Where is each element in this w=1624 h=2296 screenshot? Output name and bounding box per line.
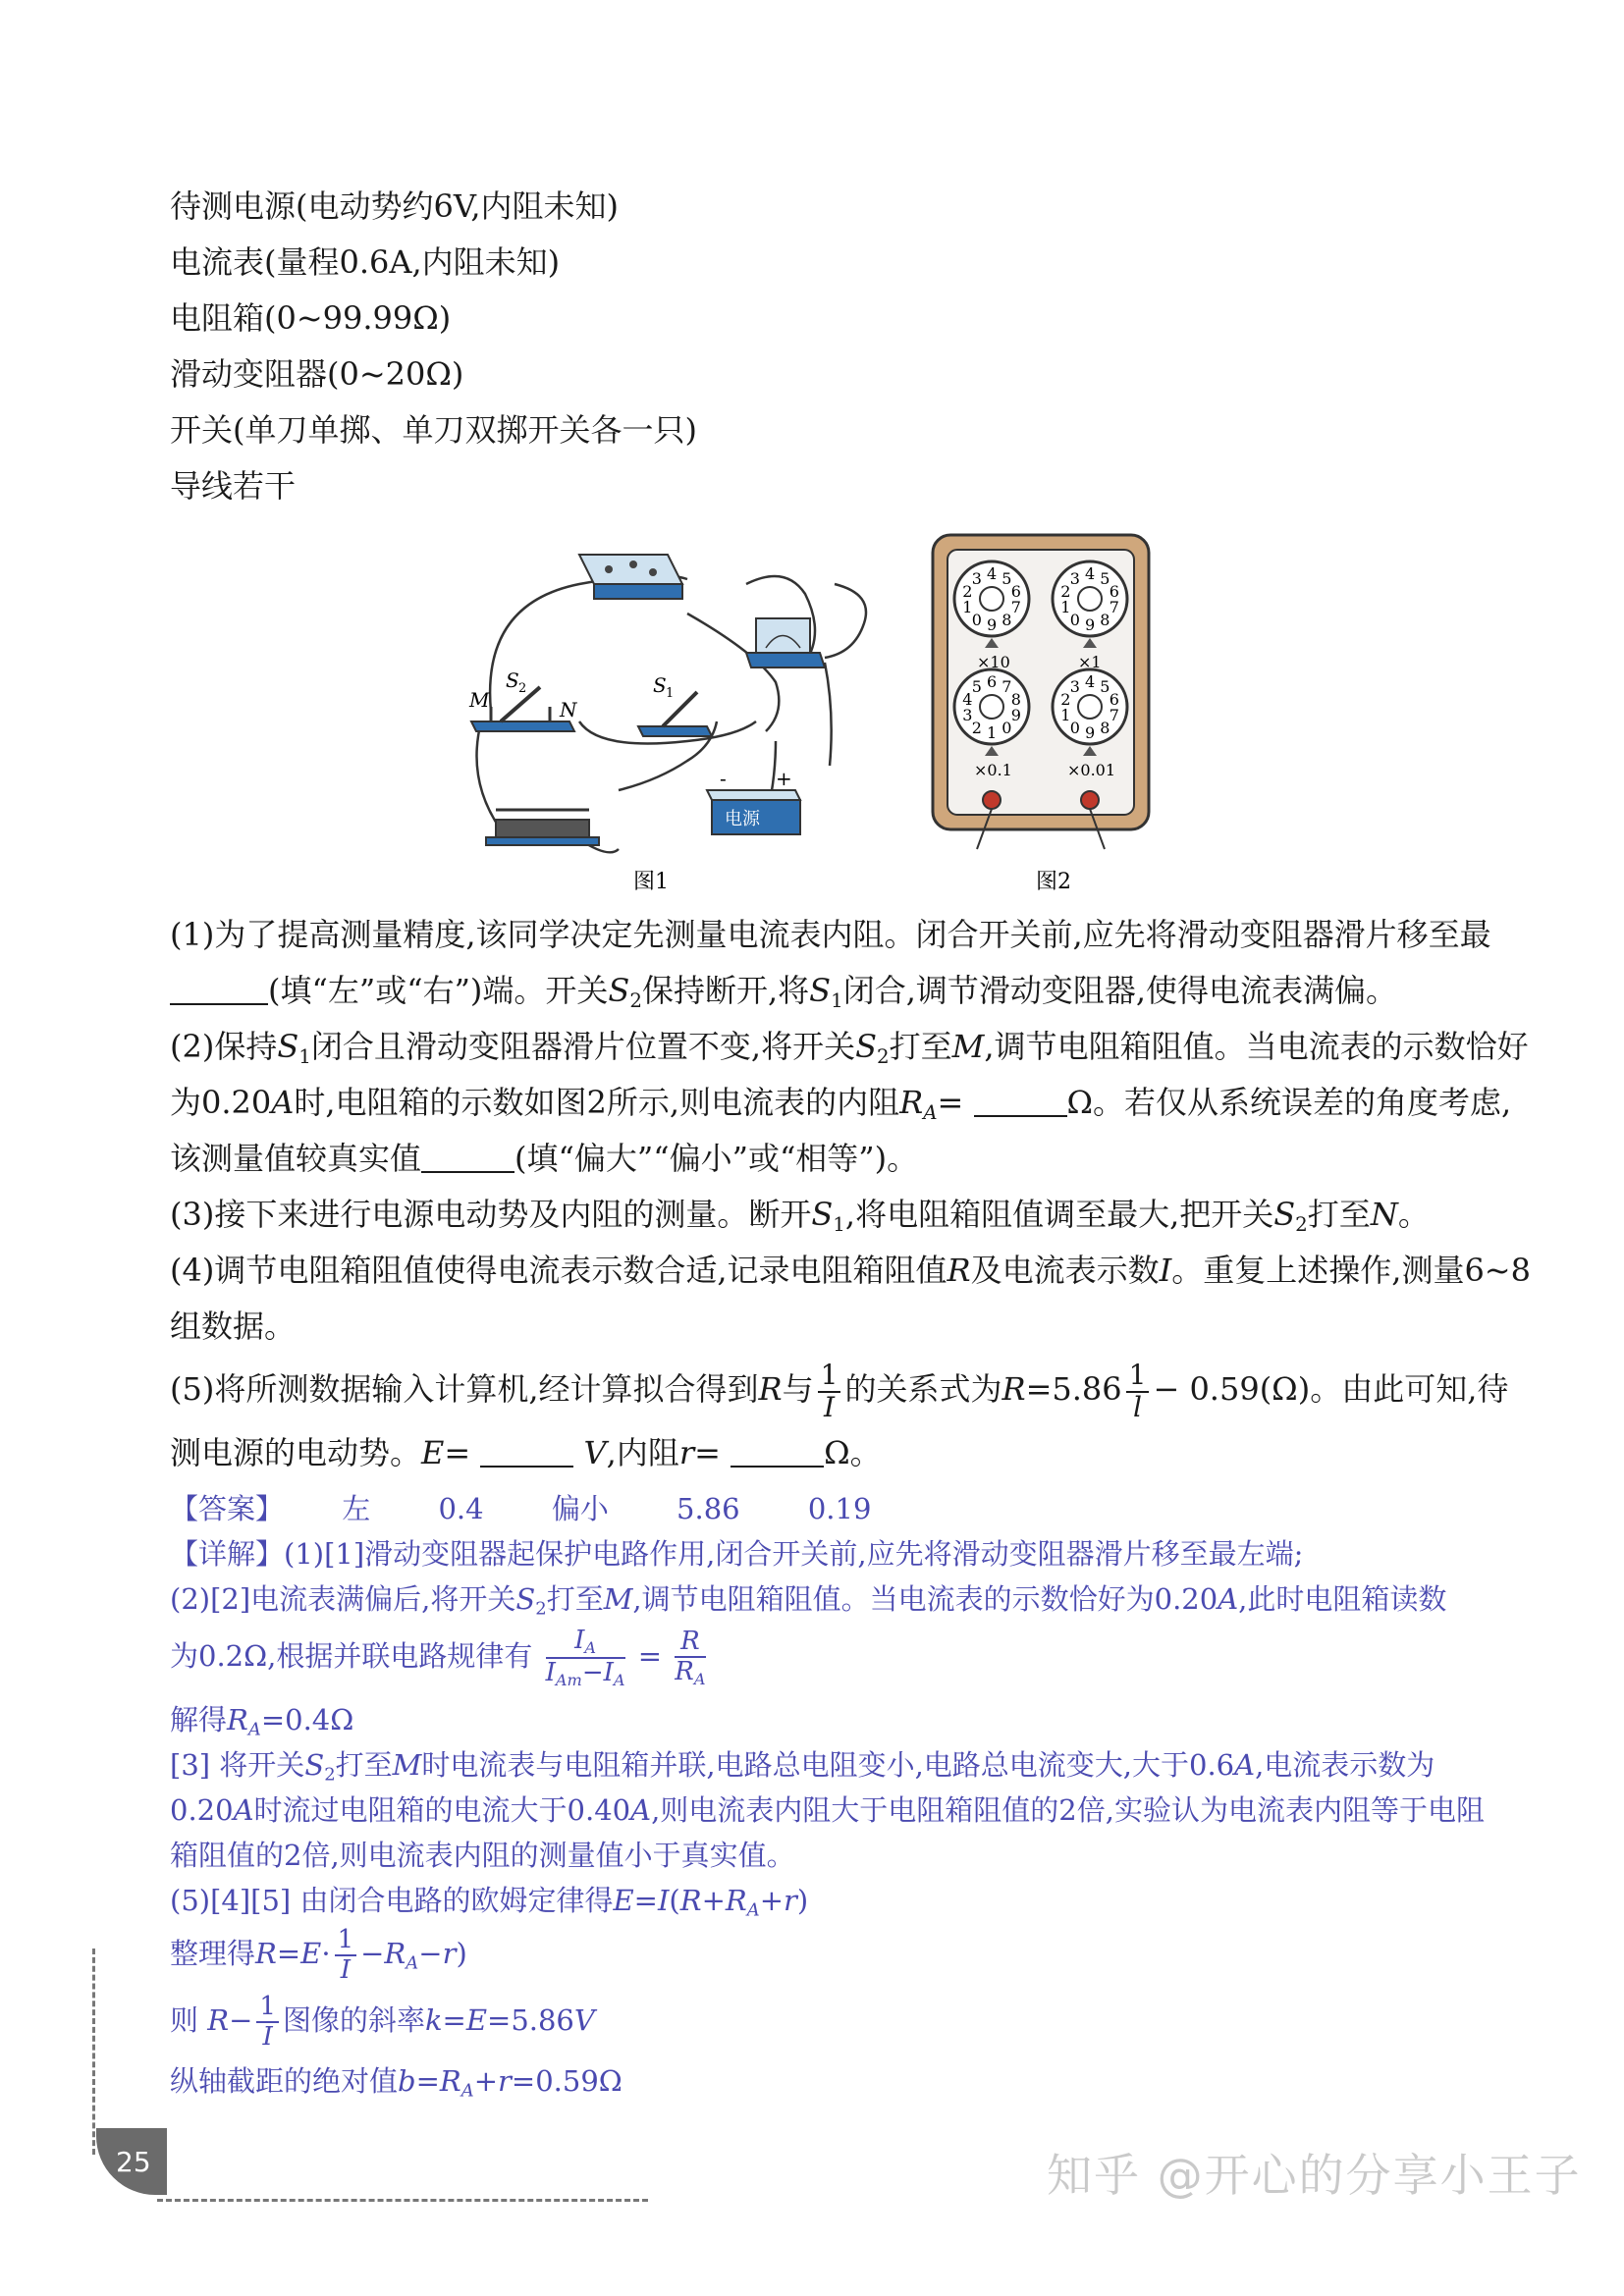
text: 。 [1397, 1196, 1430, 1233]
dial-digit: 3 [962, 706, 973, 725]
label-s1-sub: 1 [666, 686, 675, 701]
text: 图像的斜率 [282, 2003, 425, 2037]
text: 时流过电阻箱的电流大于0.40 [253, 1793, 631, 1827]
dial-digit: 5 [1100, 568, 1110, 588]
margin-dashed-line [92, 1949, 95, 2155]
text: + [701, 1884, 726, 1917]
var: R [439, 2064, 461, 2098]
text: 打至 [1307, 1196, 1371, 1233]
figure-area [461, 525, 1168, 898]
label-n: N [560, 698, 577, 721]
text: =5.86 [1025, 1370, 1122, 1408]
num: 1 [818, 1361, 841, 1393]
dial-digit: 7 [1010, 598, 1021, 617]
text: =5.86 [487, 2003, 574, 2037]
dial-digit: 2 [1060, 581, 1071, 601]
dial-digit: 3 [1069, 568, 1080, 588]
var: R [675, 1657, 694, 1687]
question-4-line-1 [170, 1251, 1531, 1290]
answer-line [170, 1489, 871, 1528]
sub: 2 [629, 988, 642, 1012]
figure2-caption: 图2 [1036, 870, 1071, 894]
dial-digit: 6 [1109, 689, 1119, 709]
question-1-line-1: (1)为了提高测量精度,该同学决定先测量电流表内阻。闭合开关前,应先将滑动变阻器滑片移至最 [170, 916, 1491, 953]
var: M [951, 1028, 985, 1065]
text: 则 [170, 2003, 199, 2037]
text: 与 [782, 1370, 814, 1408]
material-item: 开关(单刀单掷、单刀双掷开关各一只) [170, 411, 697, 449]
text: 。重复上述操作,测量6~8 [1171, 1252, 1531, 1289]
var: R [384, 1937, 406, 1970]
plus-label: + [776, 767, 792, 790]
label-s2: S [506, 668, 519, 692]
answer-blank[interactable] [974, 1088, 1067, 1117]
var: I [574, 1626, 585, 1656]
var: b [398, 2064, 416, 2098]
text: ,内阻 [606, 1434, 679, 1471]
var: E [421, 1434, 445, 1471]
text: 纵轴截距的绝对值 [170, 2064, 399, 2098]
circuit-figure-1 [461, 525, 1168, 898]
sub: A [923, 1100, 938, 1124]
fraction [1126, 1358, 1150, 1423]
dial-digit: 8 [1100, 719, 1110, 738]
var: E [300, 1937, 322, 1970]
var: R [679, 1884, 702, 1917]
sub: 1 [833, 1212, 845, 1236]
fraction [675, 1628, 705, 1687]
sub: A [406, 1952, 419, 1974]
dial-digit: 9 [1010, 706, 1021, 725]
text: 闭合且滑动变阻器滑片位置不变,将开关 [310, 1028, 856, 1065]
text: ,则电流表内阻大于电阻箱阻值的2倍,实验认为电流表内阻等于电阻 [651, 1793, 1485, 1827]
num: 1 [335, 1926, 357, 1956]
var: S [1273, 1196, 1296, 1233]
fraction [546, 1627, 625, 1688]
var: I [1159, 1252, 1172, 1289]
text: 0.20 [170, 1793, 234, 1827]
question-5-line-1 [170, 1358, 1509, 1423]
minus-label: - [720, 767, 727, 790]
text: [3] 将开关 [170, 1748, 305, 1782]
text: ) [456, 1937, 467, 1970]
den: I [340, 1955, 351, 1985]
text: (3)接下来进行电源电动势及内阻的测量。断开 [170, 1196, 812, 1233]
text: 闭合,调节滑动变阻器,使得电流表满偏。 [842, 972, 1398, 1009]
explanation-line [170, 1924, 467, 1983]
text: 及电流表示数 [970, 1252, 1160, 1289]
text: = [442, 2003, 466, 2037]
answer-blank[interactable] [480, 1438, 573, 1468]
dial-digit: 8 [1001, 611, 1012, 630]
var: k [424, 2003, 443, 2037]
resistance-box-figure-2 [933, 535, 1149, 849]
text: (5)将所测数据输入计算机,经计算拟合得到 [170, 1370, 759, 1408]
text: − [418, 1937, 443, 1970]
dial-multiplier: ×10 [977, 653, 1010, 671]
answer-blank[interactable] [170, 976, 268, 1005]
var: S [855, 1028, 877, 1065]
answer-label: 【答案】 [170, 1492, 285, 1525]
dial-digit: 7 [1109, 706, 1119, 725]
answer-value: 偏小 [551, 1492, 609, 1525]
text: = [276, 1937, 301, 1970]
label-s1: S [653, 673, 667, 697]
sub: A [584, 1638, 597, 1658]
var: A [1234, 1748, 1256, 1782]
dial-digit: 5 [1001, 568, 1012, 588]
question-3 [170, 1195, 1430, 1245]
dial-digit: 6 [1010, 581, 1021, 601]
dial-multiplier: ×1 [1078, 653, 1102, 671]
label-m: M [469, 688, 490, 712]
text: + [759, 1884, 785, 1917]
dial-digit: 2 [1060, 689, 1071, 709]
text: ,电流表示数为 [1255, 1748, 1435, 1782]
dial-digit: 0 [971, 611, 982, 630]
var: M [392, 1748, 422, 1782]
dial-digit: 4 [987, 564, 998, 583]
sub: 2 [535, 1598, 547, 1620]
sub: Am [555, 1670, 582, 1689]
var: I [545, 1658, 556, 1687]
text: (填“偏大”“偏小”或“相等”)。 [514, 1140, 919, 1177]
var: r [784, 1884, 797, 1917]
sub: A [693, 1669, 706, 1688]
var: r [498, 2064, 512, 2098]
dial-digit: 9 [987, 615, 998, 634]
label-s2-sub: 2 [518, 681, 527, 696]
var: M [603, 1582, 633, 1616]
text: = [937, 1084, 964, 1121]
material-item: 电阻箱(0~99.99Ω) [170, 299, 452, 337]
figure1-caption: 图1 [633, 870, 669, 894]
var: R [227, 1703, 248, 1736]
explanation-line [170, 1700, 353, 1749]
text: (4)调节电阻箱阻值使得电流表示数合适,记录电阻箱阻值 [170, 1252, 947, 1289]
dial-digit: 8 [1010, 689, 1021, 709]
text: = [444, 1434, 471, 1471]
text: − [360, 1937, 385, 1970]
sub: 2 [877, 1044, 890, 1068]
var: S [304, 1748, 325, 1782]
explanation-line [170, 1745, 1435, 1794]
sub: A [613, 1670, 625, 1689]
dial-digit: 3 [971, 568, 982, 588]
var: A [271, 1084, 295, 1121]
var: A [233, 1793, 254, 1827]
fraction [256, 1993, 279, 2051]
material-item: 电流表(量程0.6A,内阻未知) [170, 243, 561, 281]
question-1-line-2 [170, 971, 1397, 1021]
watermark: 知乎 @开心的分享小王子 [1047, 2149, 1582, 2202]
explanation-line [170, 1622, 710, 1690]
dial-digit: 9 [1085, 723, 1096, 742]
text: 时电流表与电阻箱并联,电路总电阻变小,电路总电流变大,大于0.6 [421, 1748, 1235, 1782]
dial-digit: 1 [987, 723, 998, 742]
text: Ω。若仅从系统误差的角度考虑, [1066, 1084, 1512, 1121]
answer-value: 0.19 [807, 1492, 872, 1525]
dial-digit: 1 [1060, 706, 1071, 725]
sub: A [247, 1719, 261, 1740]
text: 打至 [546, 1582, 604, 1616]
var: R [1001, 1370, 1026, 1408]
var: r [678, 1434, 695, 1471]
text: = [633, 1884, 658, 1917]
text: ,调节电阻箱阻值。当电流表的示数恰好 [984, 1028, 1529, 1065]
num: 1 [1126, 1361, 1150, 1393]
text: · [321, 1937, 331, 1970]
text: =0.59Ω [511, 2064, 623, 2098]
text: Ω。 [824, 1434, 882, 1471]
num: 1 [256, 1993, 279, 2023]
question-5-line-2 [170, 1433, 882, 1472]
text: = [415, 2064, 440, 2098]
sub: 1 [298, 1044, 311, 1068]
dial-digit: 5 [1100, 676, 1110, 696]
question-2-line-1 [170, 1027, 1529, 1077]
dial-digit: 4 [1085, 564, 1096, 583]
explanation-line: 箱阻值的2倍,则电流表内阻的测量值小于真实值。 [170, 1839, 795, 1872]
fraction [335, 1926, 357, 1984]
text: 该测量值较真实值 [170, 1140, 422, 1177]
var: S [811, 1196, 834, 1233]
question-4-line-2: 组数据。 [170, 1308, 297, 1345]
dial-multiplier: ×0.1 [974, 761, 1012, 779]
text: 时,电阻箱的示数如图2所示,则电流表的内阻 [294, 1084, 900, 1121]
var: I [603, 1658, 614, 1687]
text: (5)[4][5] 由闭合电路的欧姆定律得 [170, 1884, 614, 1917]
dial-digit: 7 [1109, 598, 1119, 617]
answer-value: 5.86 [677, 1492, 740, 1525]
answer-blank[interactable] [421, 1144, 514, 1173]
num: R [675, 1628, 705, 1658]
text: ,此时电阻箱读数 [1238, 1582, 1447, 1616]
den: l [1133, 1390, 1143, 1423]
var: I [657, 1884, 670, 1917]
var: R [899, 1084, 924, 1121]
dial-digit: 7 [1001, 676, 1012, 696]
den: I [262, 2022, 273, 2052]
question-2-line-3 [170, 1139, 918, 1178]
text: (2)保持 [170, 1028, 278, 1065]
var: A [630, 1793, 652, 1827]
text: = [637, 1639, 663, 1673]
text: 打至 [335, 1748, 393, 1782]
dial-multiplier: ×0.01 [1067, 761, 1116, 779]
text: ,将电阻箱阻值调至最大,把开关 [844, 1196, 1274, 1233]
text: 为0.2Ω,根据并联电路规律有 [170, 1639, 533, 1673]
text: ) [796, 1884, 809, 1917]
explanation-line [170, 1790, 1485, 1830]
var: R [758, 1370, 783, 1408]
text: 为0.20 [170, 1084, 272, 1121]
answer-value: 左 [342, 1492, 371, 1525]
question-2-line-2 [170, 1083, 1511, 1133]
text: ,调节电阻箱阻值。当电流表的示数恰好为0.20 [632, 1582, 1218, 1616]
var: A [1218, 1582, 1239, 1616]
sub: 1 [831, 988, 843, 1012]
dial-digit: 0 [1069, 611, 1080, 630]
var: S [515, 1582, 536, 1616]
text: 的关系式为 [844, 1370, 1002, 1408]
dial-digit: 4 [1085, 672, 1096, 691]
page-number: 25 [116, 2146, 151, 2178]
var: V [583, 1434, 607, 1471]
explanation-line: 【详解】(1)[1]滑动变阻器起保护电路作用,闭合开关前,应先将滑动变阻器滑片移至最左端; [170, 1537, 1304, 1571]
var: R [947, 1252, 971, 1289]
text: − 0.59(Ω)。由此可知,待 [1153, 1370, 1509, 1408]
explanation-line [170, 1881, 808, 1930]
text: = [694, 1434, 721, 1471]
fraction [818, 1358, 841, 1423]
var: S [277, 1028, 299, 1065]
den: I [824, 1390, 836, 1423]
answer-blank[interactable] [731, 1438, 824, 1468]
sub: 2 [324, 1764, 336, 1786]
text: (2)[2]电流表满偏后,将开关 [170, 1582, 516, 1616]
answer-value: 0.4 [438, 1492, 484, 1525]
explanation-line [170, 2061, 623, 2110]
sub: A [746, 1899, 760, 1921]
dial-digit: 3 [1069, 676, 1080, 696]
dial-digit: 5 [971, 676, 982, 696]
sub: A [460, 2080, 474, 2102]
text: 整理得 [170, 1937, 256, 1970]
material-item: 待测电源(电动势约6V,内阻未知) [170, 187, 620, 225]
var: V [573, 2003, 595, 2037]
text: − [229, 2003, 253, 2037]
dial-digit: 2 [962, 581, 973, 601]
text: + [473, 2064, 499, 2098]
dial-digit: 9 [1085, 615, 1096, 634]
dial-digit: 1 [962, 598, 973, 617]
var: R [255, 1937, 277, 1970]
var: S [608, 972, 630, 1009]
material-item: 导线若干 [170, 467, 297, 505]
var: E [465, 2003, 488, 2037]
text: 打至 [889, 1028, 952, 1065]
dial-digit: 6 [987, 672, 998, 691]
power-label: 电源 [725, 809, 760, 828]
var: S [809, 972, 832, 1009]
dial-digit: 6 [1109, 581, 1119, 601]
explanation-line [170, 1991, 595, 2050]
dial-digit: 2 [971, 719, 982, 738]
var: R [725, 1884, 747, 1917]
text: ( [669, 1884, 680, 1917]
var: E [613, 1884, 634, 1917]
text: 保持断开,将 [641, 972, 810, 1009]
dial-digit: 0 [1001, 719, 1012, 738]
dial-digit: 1 [1060, 598, 1071, 617]
material-item: 滑动变阻器(0~20Ω) [170, 355, 464, 393]
footer-dashed-line [157, 2199, 648, 2202]
text: (填“左”或“右”)端。开关 [268, 972, 609, 1009]
dial-digit: 0 [1069, 719, 1080, 738]
text: − [581, 1658, 604, 1687]
dial-digit: 8 [1100, 611, 1110, 630]
text: 测电源的电动势。 [170, 1434, 422, 1471]
text: 解得 [170, 1703, 228, 1736]
var: r [442, 1937, 457, 1970]
sub: 2 [1295, 1212, 1308, 1236]
var: N [1370, 1196, 1398, 1233]
var: R [207, 2003, 230, 2037]
text: =0.4Ω [260, 1703, 354, 1736]
dial-digit: 4 [962, 689, 973, 709]
